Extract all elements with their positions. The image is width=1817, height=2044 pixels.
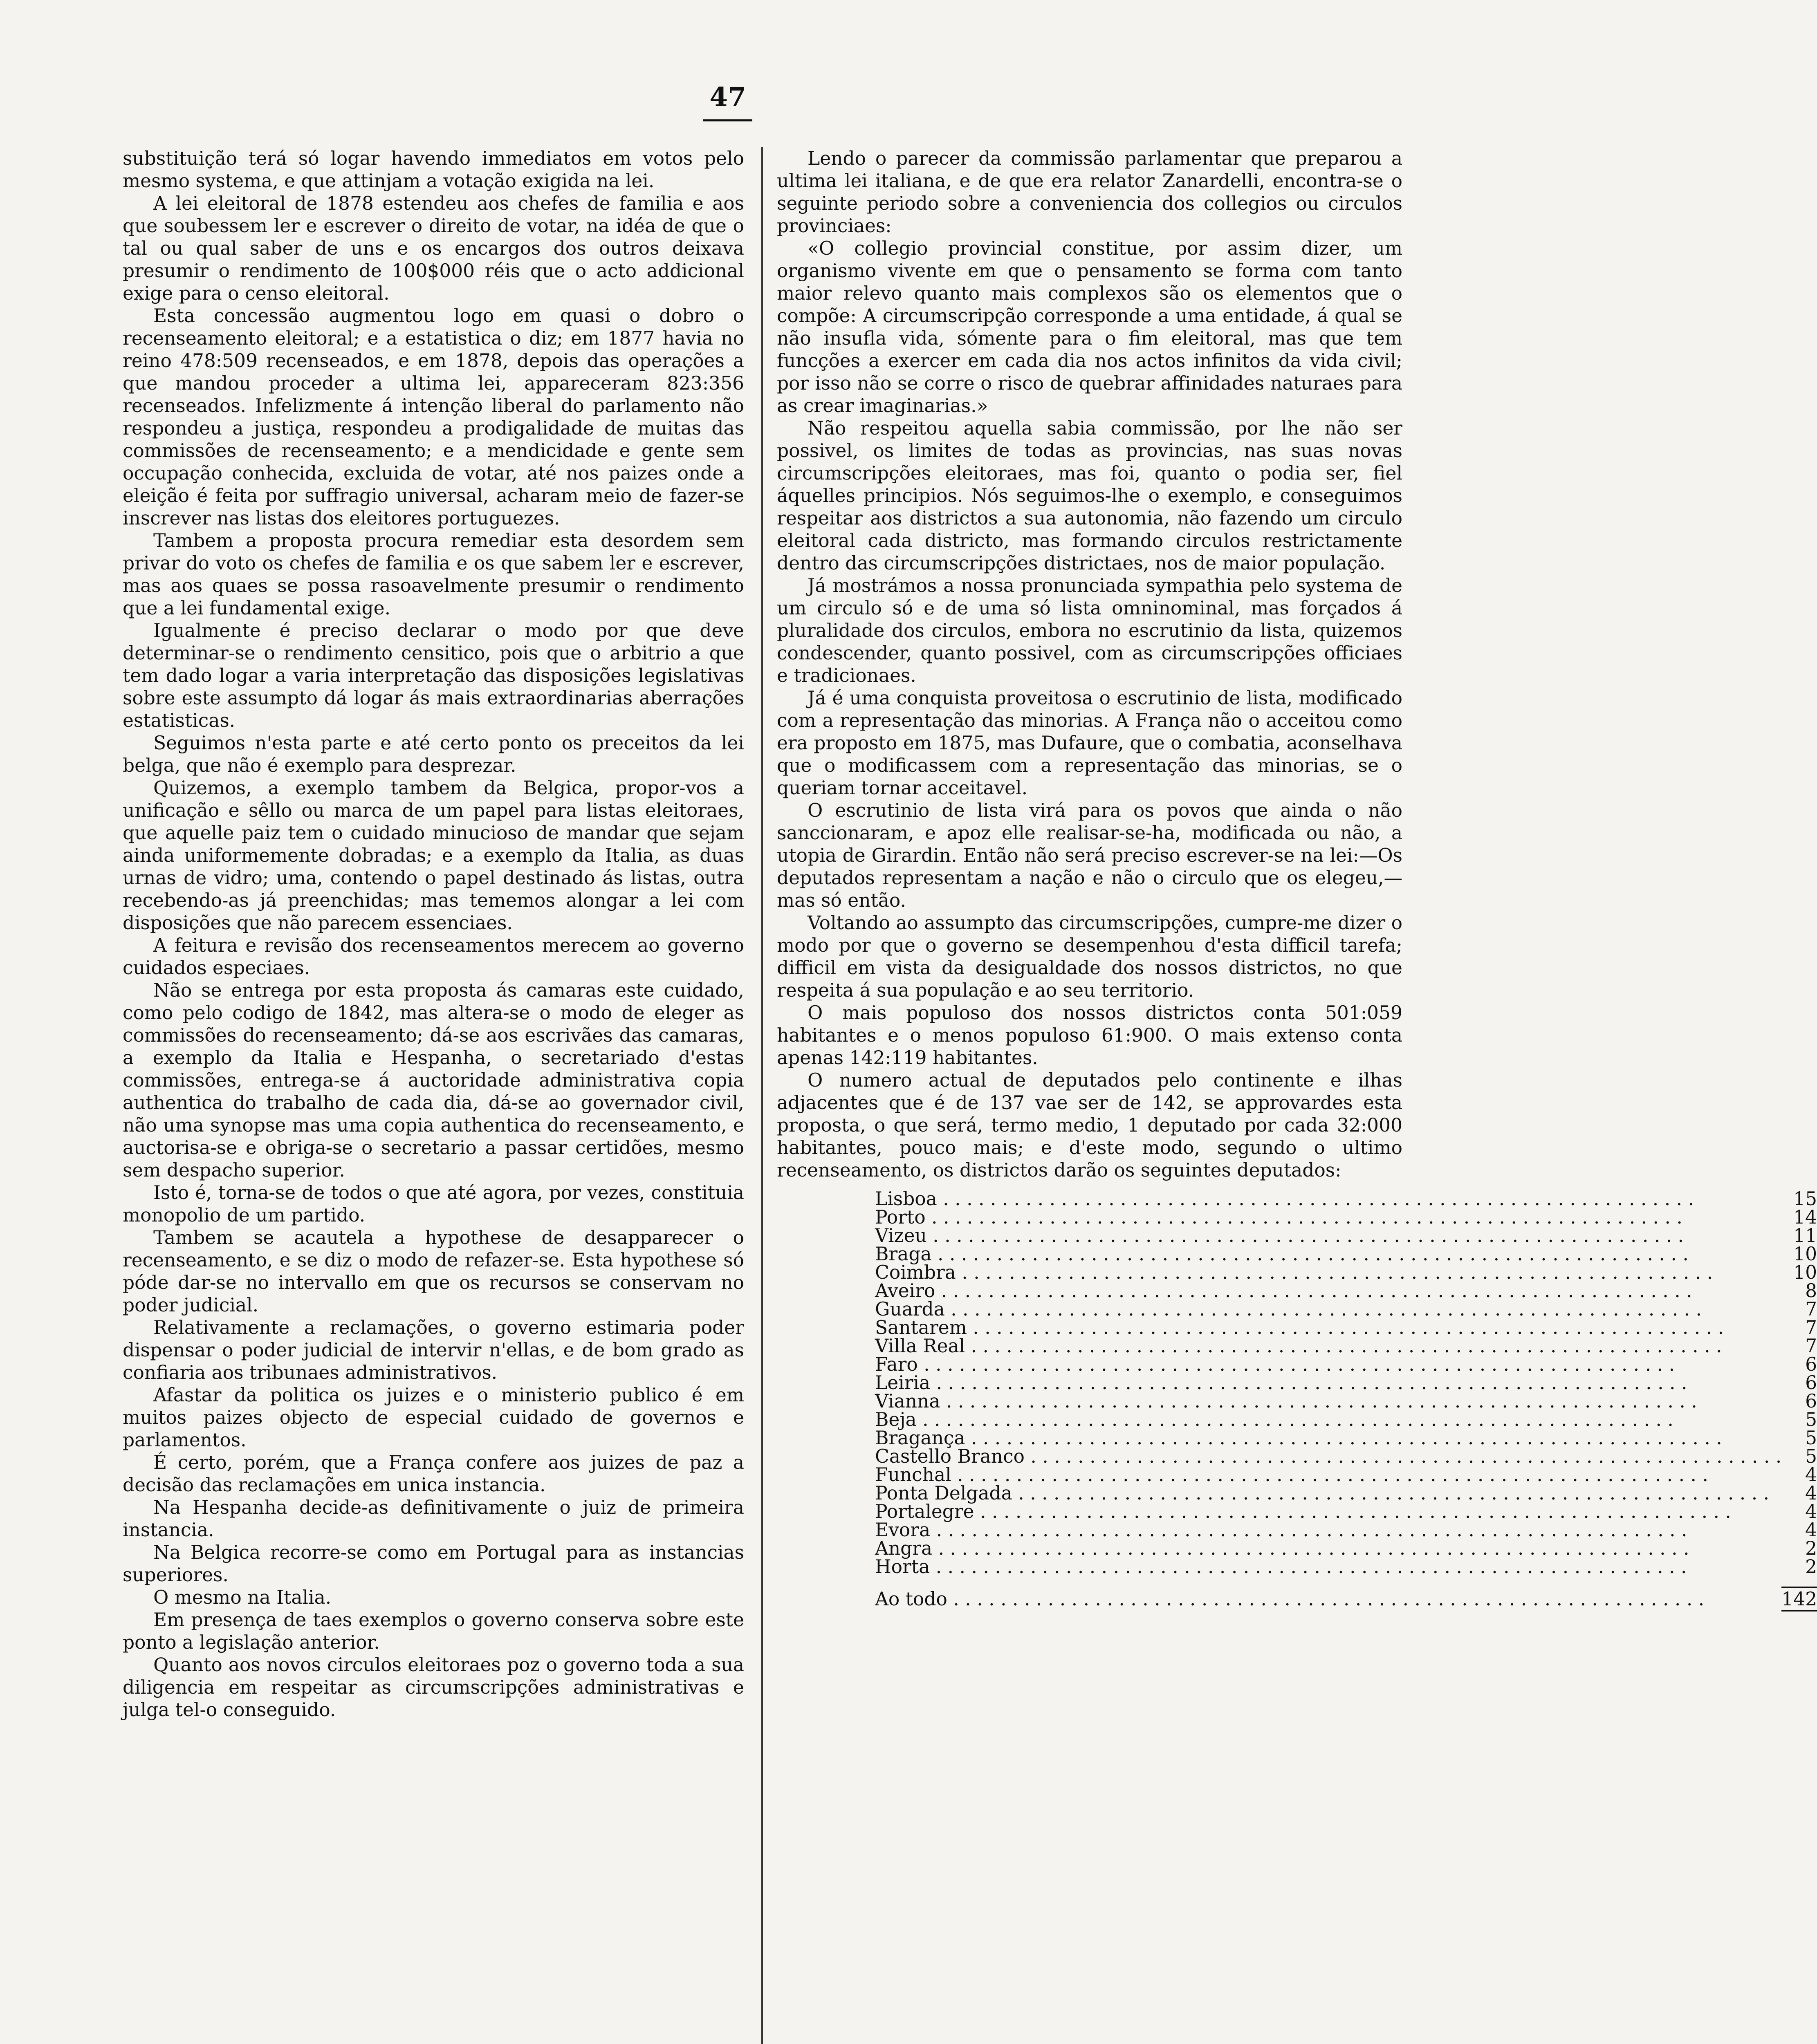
right-paragraph: Já mostrámos a nossa pronunciada sympathia pelo systema de um circulo só e de uma só lista omninominal, mas forçados á pluralidade dos circulos, embora no escrutinio da lista, quizemos condescender, quanto possivel, com as circumscripções officiaes e tradicionaes. [777, 575, 1402, 686]
total-row [875, 1576, 1817, 1608]
district-deputies: 4 [1805, 1501, 1817, 1522]
district-deputies: 7 [1805, 1317, 1817, 1338]
district-name: Portalegre . . . [875, 1502, 1781, 1521]
left-paragraph: Na Hespanha decide-as definitivamente o juiz de primeira instancia. [123, 1497, 744, 1541]
district-deputies: 10 [1793, 1262, 1817, 1283]
left-paragraph: A lei eleitoral de 1878 estendeu aos chefes de familia e aos que soubessem ler e escrever o direito de votar, na idéa de que o tal ou qual saber de uns e os encargos dos outros deixava presumir o rendimento de 100$000 réis que o acto addicional exige para o censo eleitoral. [123, 193, 744, 304]
table-row [875, 1410, 1817, 1429]
right-paragraph: Já é uma conquista proveitosa o escrutinio de lista, modificado com a representação das minorias. A França não o acceitou como era proposto em 1875, mas Dufaure, que o combatia, aconselhava que o modificassem com a representação das minorias, se o queriam tornar acceitavel. [777, 687, 1402, 799]
district-deputies: 6 [1805, 1390, 1817, 1412]
district-name: Villa Real . . . [875, 1337, 1781, 1355]
district-deputies: 5 [1805, 1409, 1817, 1430]
total-label: Ao todo . . . [875, 1576, 1781, 1608]
district-name: Leiria . . . [875, 1374, 1781, 1392]
district-deputies: 5 [1805, 1427, 1817, 1449]
district-deputies: 8 [1805, 1280, 1817, 1302]
total-value-text: 142 [1781, 1587, 1817, 1611]
district-deputies: 11 [1793, 1225, 1817, 1246]
left-paragraph: A feitura e revisão dos recenseamentos merecem ao governo cuidados especiaes. [123, 935, 744, 979]
left-paragraph: Isto é, torna-se de todos o que até agora, por vezes, constituia monopolio de um partido. [123, 1182, 744, 1226]
district-deputies: 7 [1805, 1298, 1817, 1320]
total-value [1781, 1576, 1817, 1608]
page-number-rule [703, 119, 752, 121]
left-paragraph: Relativamente a reclamações, o governo estimaria poder dispensar o poder judicial de intervir n'ellas, e de bom grado as confiaria aos tribunaes administrativos. [123, 1317, 744, 1383]
left-paragraph: Quanto aos novos circulos eleitoraes poz o governo toda a sua diligencia em respeitar as circumscripções administrativas e julga tel-o conseguido. [123, 1654, 744, 1721]
table-row [875, 1466, 1817, 1484]
district-name: Castello Branco . . . [875, 1447, 1781, 1466]
district-name: Coimbra . . . [875, 1263, 1781, 1282]
district-name: Bragança . . . [875, 1429, 1781, 1447]
table-row [875, 1521, 1817, 1539]
left-paragraph: Em presença de taes exemplos o governo conserva sobre este ponto a legislação anterior. [123, 1609, 744, 1653]
table-row [875, 1245, 1817, 1263]
left-paragraph: Quizemos, a exemplo tambem da Belgica, propor-vos a unificação e sêllo ou marca de um papel para listas eleitoraes, que aquelle paiz tem o cuidado minucioso de mandar que sejam ainda uniformemente dobradas; e a exemplo da Italia, as duas urnas de vidro; uma, contendo o papel destinado ás listas, outra recebendo-as já preenchidas; mas tememos alongar a lei com disposições que não parecem essenciaes. [123, 777, 744, 934]
district-name: Porto . . . [875, 1208, 1781, 1226]
table-row [875, 1318, 1817, 1337]
right-paragraph: O escrutinio de lista virá para os povos que ainda o não sanccionaram, e apoz elle realisar-se-ha, modificada ou não, a utopia de Girardin. Então não será preciso escrever-se na lei:—Os deputados representam a nação e não o circulo que os elegeu,—mas só então. [777, 800, 1402, 911]
district-name: Vianna . . . [875, 1392, 1781, 1410]
table-row [875, 1190, 1817, 1208]
district-name: Vizeu . . . [875, 1226, 1781, 1245]
district-deputies: 7 [1805, 1335, 1817, 1357]
district-deputies: 10 [1793, 1243, 1817, 1265]
table-row [875, 1355, 1817, 1374]
left-paragraph: O mesmo na Italia. [153, 1587, 332, 1608]
left-paragraph: Igualmente é preciso declarar o modo por que deve determinar-se o rendimento censitico, pois que o arbitrio a que tem dado logar a varia interpretação das disposições legislativas sobre este assumpto dá logar ás mais extraordinarias aberrações estatisticas. [123, 620, 744, 731]
district-deputies-table [875, 1190, 1817, 1608]
district-name: Horta . . . [875, 1558, 1781, 1576]
left-paragraph: Afastar da politica os juizes e o ministerio publico é em muitos paizes objecto de especial cuidado de governos e parlamentos. [123, 1384, 744, 1451]
table-row [875, 1558, 1817, 1576]
table-row [875, 1208, 1817, 1226]
left-paragraph: substituição terá só logar havendo immediatos em votos pelo mesmo systema, e que attinjam a votação exigida na lei. [123, 148, 744, 192]
right-paragraph: O numero actual de deputados pelo continente e ilhas adjacentes que é de 137 vae ser de 142, se approvardes esta proposta, o que será, termo medio, 1 deputado por cada 32:000 habitantes, pouco mais; e d'este modo, segundo o ultimo recenseamento, os districtos darão os seguintes deputados: [777, 1069, 1402, 1181]
table-row [875, 1226, 1817, 1245]
right-paragraph: Não respeitou aquella sabia commissão, por lhe não ser possivel, os limites de todas as provincias, nas suas novas circumscripções eleitoraes, mas foi, quanto o podia ser, fiel áquelles principios. Nós seguimos-lhe o exemplo, e conseguimos respeitar aos districtos a sua autonomia, não fazendo um circulo eleitoral cada districto, mas formando circulos restrictamente dentro das circumscripções districtaes, nos de maior população. [777, 417, 1402, 574]
district-name: Funchal . . . [875, 1466, 1781, 1484]
left-paragraph: É certo, porém, que a França confere aos juizes de paz a decisão das reclamações em unica instancia. [123, 1452, 744, 1496]
right-paragraph: Voltando ao assumpto das circumscripções, cumpre-me dizer o modo por que o governo se desempenhou d'esta difficil tarefa; difficil em vista da desigualdade dos nossos districtos, no que respeita á sua população e ao seu territorio. [777, 912, 1402, 1001]
district-deputies: 15 [1793, 1188, 1817, 1210]
district-name: Guarda . . . [875, 1300, 1781, 1318]
left-column [123, 147, 744, 1721]
table-row [875, 1447, 1817, 1466]
left-paragraph: Tambem a proposta procura remediar esta desordem sem privar do voto os chefes de familia e os que sabem ler e escrever, mas aos quaes se possa rasoavelmente presumir o rendimento que a lei fundamental exige. [123, 530, 744, 619]
district-name: Evora . . . [875, 1521, 1781, 1539]
left-paragraph: Não se entrega por esta proposta ás camaras este cuidado, como pelo codigo de 1842, mas altera-se o modo de eleger as commissões do recenseamento; dá-se aos escrivães das camaras, a exemplo da Italia e Hespanha, o secretariado d'estas commissões, entrega-se á auctoridade administrativa copia authentica do trabalho de cada dia, dá-se ao governador civil, não uma synopse mas uma copia authentica do recenseamento, e auctorisa-se e obriga-se o secretario a passar certidões, mesmo sem despacho superior. [123, 979, 744, 1181]
right-paragraph: O mais populoso dos nossos districtos conta 501:059 habitantes e o menos populoso 61:900. O mais extenso conta apenas 142:119 habitantes. [777, 1002, 1402, 1069]
column-divider [761, 147, 763, 2044]
right-paragraph: Lendo o parecer da commissão parlamentar que preparou a ultima lei italiana, e de que era relator Zanardelli, encontra-se o seguinte periodo sobre a conveniencia dos collegios ou circulos provinciaes: [777, 148, 1402, 237]
district-deputies: 14 [1793, 1206, 1817, 1228]
district-deputies: 6 [1805, 1372, 1817, 1394]
district-deputies: 2 [1805, 1537, 1817, 1559]
table-row [875, 1282, 1817, 1300]
left-paragraph: Na Belgica recorre-se como em Portugal para as instancias superiores. [123, 1542, 744, 1586]
right-column [777, 147, 1817, 1610]
district-name: Faro . . . [875, 1355, 1781, 1374]
table-row [875, 1392, 1817, 1410]
table-row [875, 1484, 1817, 1502]
left-paragraph: Esta concessão augmentou logo em quasi o dobro o recenseamento eleitoral; e a estatistica o diz; em 1877 havia no reino 478:509 recenseados, e em 1878, depois das operações a que mandou proceder a ultima lei, appareceram 823:356 recenseados. Infelizmente á intenção liberal do parlamento não respondeu a justiça, respondeu a prodigalidade de muitas das commissões de recenseamento; e a mendicidade e gente sem occupação conhecida, excluida de votar, até nos paizes onde a eleição é feita por suffragio universal, acharam meio de fazer-se inscrever nas listas dos eleitores portuguezes. [123, 305, 744, 529]
district-deputies: 6 [1805, 1354, 1817, 1375]
table-row [875, 1300, 1817, 1318]
page-number: 47 [709, 82, 746, 112]
district-deputies: 2 [1805, 1556, 1817, 1578]
district-name: Santarem . . . [875, 1318, 1781, 1337]
district-name: Aveiro . . . [875, 1282, 1781, 1300]
table-row [875, 1429, 1817, 1447]
table-row [875, 1502, 1817, 1521]
district-name: Angra . . . [875, 1539, 1781, 1558]
table-row [875, 1337, 1817, 1355]
district-name: Beja . . . [875, 1410, 1781, 1429]
district-name: Braga . . . [875, 1245, 1781, 1263]
district-name: Lisboa . . . [875, 1190, 1781, 1208]
district-deputies: 4 [1805, 1464, 1817, 1486]
table-row [875, 1539, 1817, 1558]
table-row [875, 1263, 1817, 1282]
left-paragraph: Seguimos n'esta parte e até certo ponto os preceitos da lei belga, que não é exemplo para desprezar. [123, 732, 744, 776]
district-deputies: 4 [1805, 1482, 1817, 1504]
table-row [875, 1374, 1817, 1392]
right-paragraph: «O collegio provincial constitue, por assim dizer, um organismo vivente em que o pensamento se forma com tanto maior relevo quanto mais complexos são os elementos que o compõe: A circumscripção corresponde a uma entidade, á qual se não insufla vida, sómente para o fim eleitoral, mas que tem funcções a exercer em cada dia nos actos infinitos da vida civil; por isso não se corre o risco de quebrar affinidades naturaes para as crear imaginarias.» [777, 238, 1402, 417]
district-deputies: 4 [1805, 1519, 1817, 1541]
district-deputies: 5 [1805, 1446, 1817, 1467]
left-paragraph: Tambem se acautela a hypothese de desapparecer o recenseamento, e se diz o modo de refazer-se. Esta hypothese só póde dar-se no intervallo em que os recursos se conservam no poder judicial. [123, 1227, 744, 1316]
district-name: Ponta Delgada . . . [875, 1484, 1781, 1502]
